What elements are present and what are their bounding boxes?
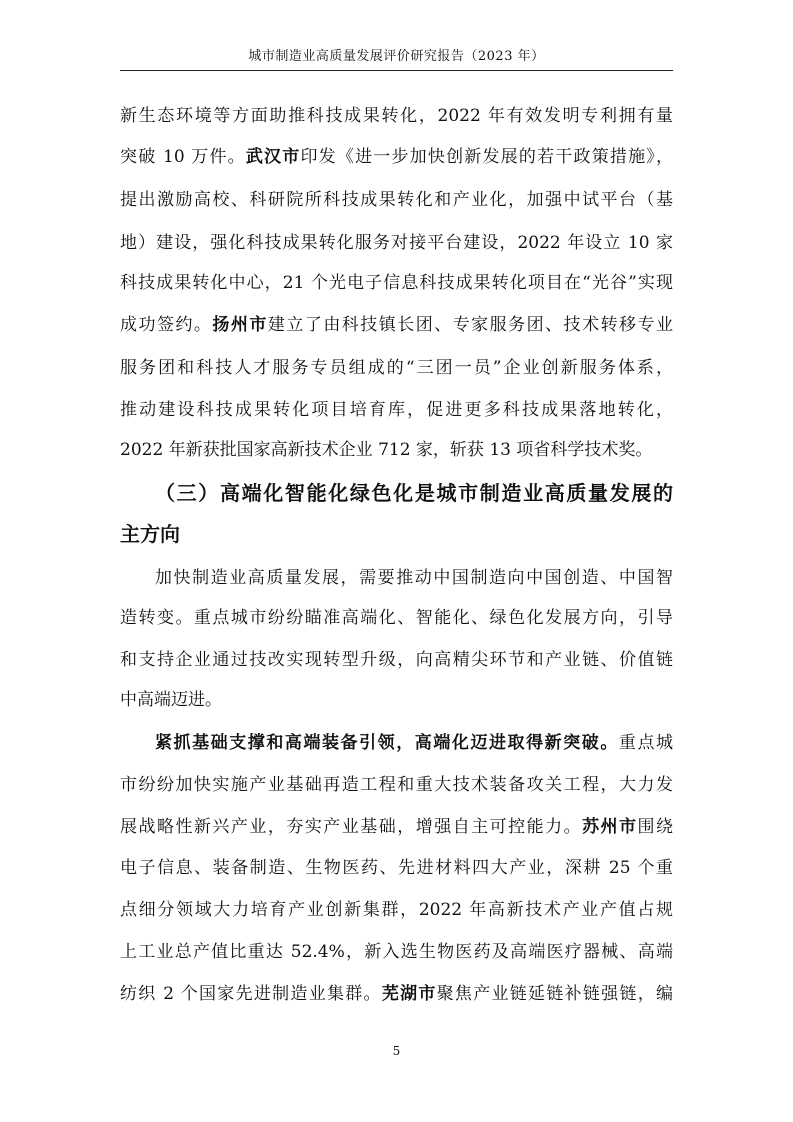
text-span: 纺织 2 个国家先进制造业集群。 [120,984,382,1004]
text-line: 科技成果转化中心，21 个光电子信息科技成果转化项目在“光谷”实现 [120,273,673,293]
text-line [120,314,673,336]
text-line: 推动建设科技成果转化项目培育库，促进更多科技成果落地转化， [120,400,673,420]
city-name-yangzhou: 扬州市 [212,315,268,335]
text-span: 突破 10 万件。 [120,147,246,167]
text-line: 上工业总产值比重达 52.4%，新入选生物医药及高端医疗器械、高端 [120,942,673,962]
lead-sentence: 紧抓基础支撑和高端装备引领，高端化迈进取得新突破。 [155,733,619,753]
text-span: 印发《进一步加快创新发展的若干政策措施》， [300,147,673,167]
text-line: 提出激励高校、科研院所科技成果转化和产业化，加强中试平台（基 [120,190,673,210]
text-span: 建立了由科技镇长团、专家服务团、技术转移专业 [267,315,674,335]
city-name-wuhan: 武汉市 [245,147,301,167]
text-span: 聚焦产业链延链补链强链，编 [436,984,674,1004]
text-line: 造转变。重点城市纷纷瞄准高端化、智能化、绿色化发展方向，引导 [120,608,673,628]
text-line [120,816,673,838]
text-span: 围绕 [637,817,674,837]
section-heading: 主方向 [120,522,180,546]
city-name-wuhu: 芜湖市 [381,984,437,1004]
city-name-suzhou: 苏州市 [582,817,638,837]
text-span: 成功签约。 [120,315,213,335]
text-span: 重点城 [618,733,674,753]
section-heading: （三）高端化智能化绿色化是城市制造业高质量发展的 [155,481,673,505]
text-line: 点细分领域大力培育产业创新集群，2022 年高新技术产业产值占规 [120,900,673,920]
text-span: 展战略性新兴产业，夯实产业基础，增强自主可控能力。 [120,817,583,837]
text-line: 中高端迈进。 [120,690,222,710]
header-rule [120,70,673,71]
page-number: 5 [392,1044,401,1058]
text-line: 地）建设，强化科技成果转化服务对接平台建设，2022 年设立 10 家 [120,233,673,253]
text-line: 2022 年新获批国家高新技术企业 712 家，斩获 13 项省科学技术奖。 [120,440,653,460]
text-line [120,146,673,168]
text-line: 加快制造业高质量发展，需要推动中国制造向中国创造、中国智 [155,568,673,588]
text-line: 市纷纷加快实施产业基础再造工程和重大技术装备攻关工程，大力发 [120,775,673,795]
page-header: 城市制造业高质量发展评价研究报告（2023 年） [248,49,545,64]
text-line [120,983,673,1005]
text-line: 和支持企业通过技改实现转型升级，向高精尖环节和产业链、价值链 [120,650,673,670]
text-line: 电子信息、装备制造、生物医药、先进材料四大产业，深耕 25 个重 [120,858,673,878]
text-line [155,732,673,754]
text-line: 新生态环境等方面助推科技成果转化，2022 年有效发明专利拥有量 [120,106,673,126]
text-line: 服务团和科技人才服务专员组成的“三团一员”企业创新服务体系， [120,358,673,378]
